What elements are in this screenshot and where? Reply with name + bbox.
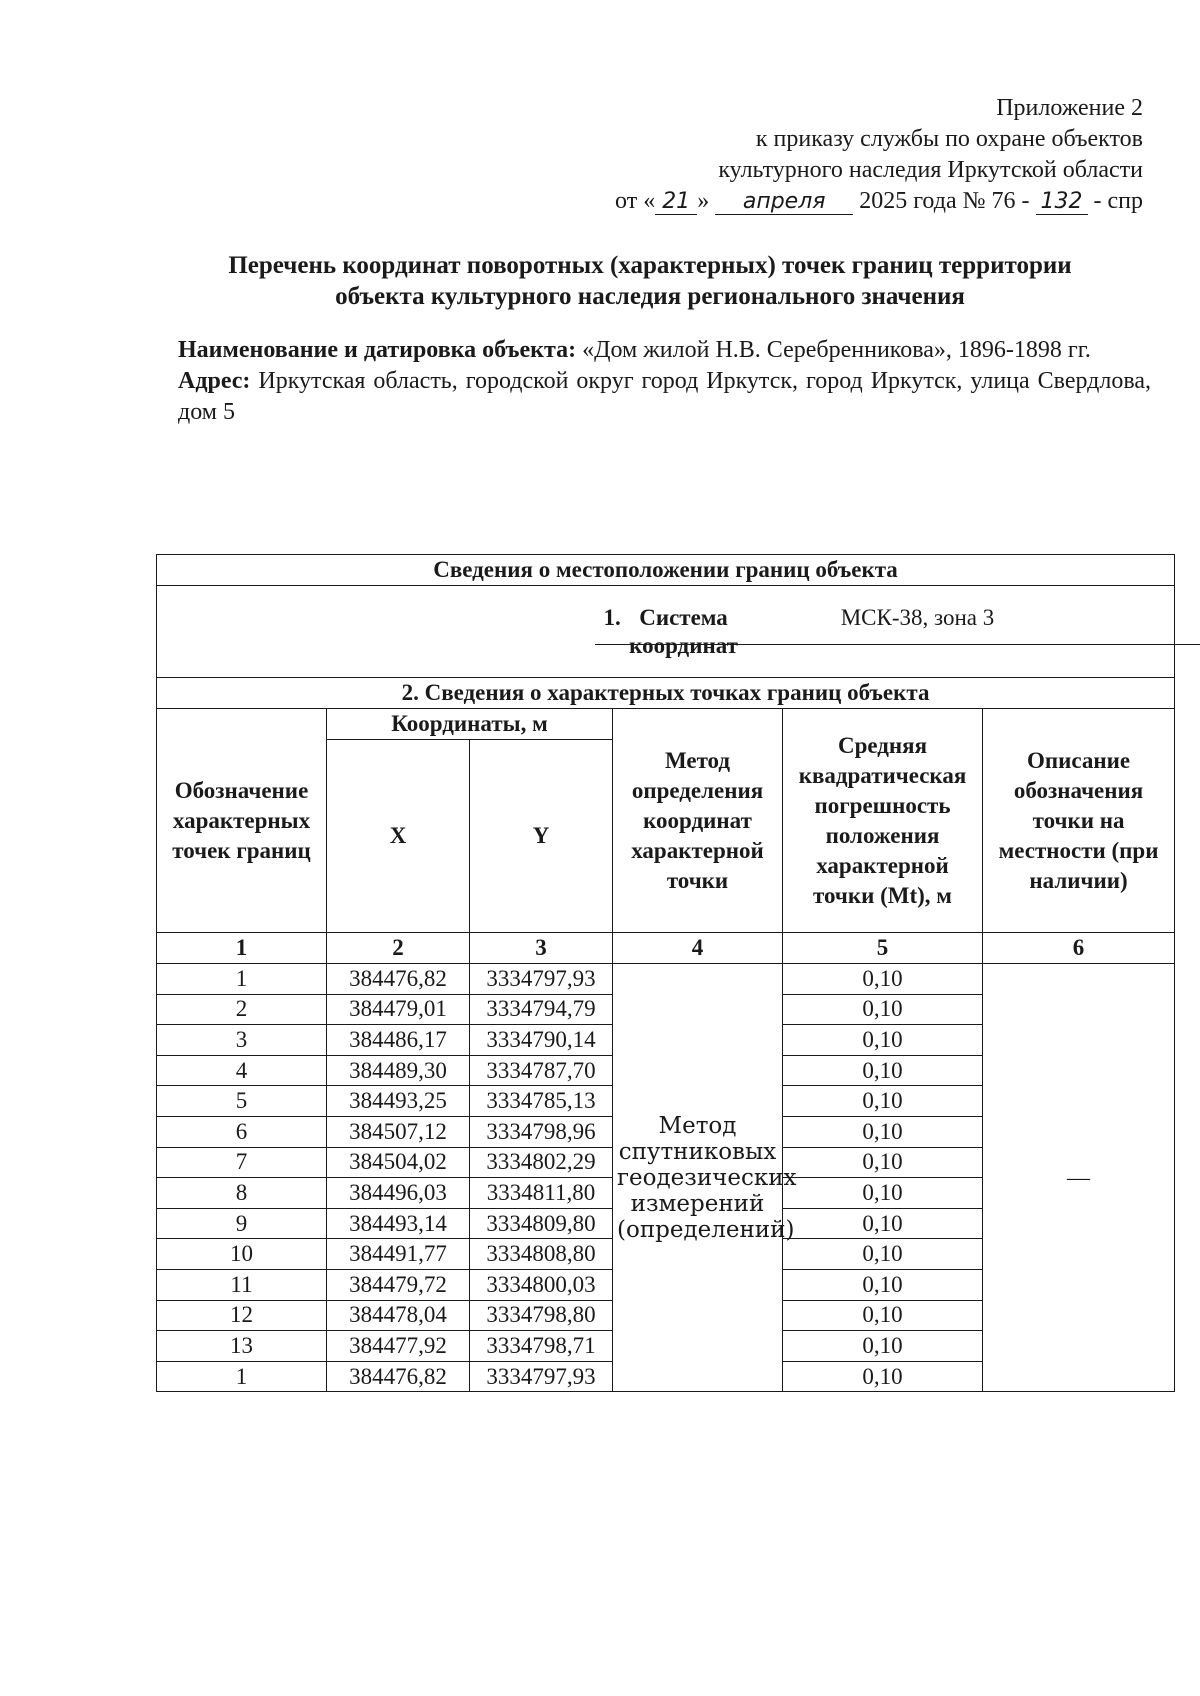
mt-cell: 0,10 <box>783 1055 983 1086</box>
mt-cell: 0,10 <box>783 1300 983 1331</box>
mt-cell: 0,10 <box>783 1239 983 1270</box>
y-cell: 3334798,80 <box>470 1300 613 1331</box>
object-address-value: Иркутская область, городской округ город Иркутск, город Иркутск, улица Свердлова, дом 5 <box>178 368 1152 425</box>
x-cell: 384477,92 <box>327 1331 470 1362</box>
mt-cell: 0,10 <box>783 1269 983 1300</box>
section2-title: 2. Сведения о характерных точках границ объекта <box>157 678 1175 709</box>
x-cell: 384476,82 <box>327 964 470 995</box>
x-cell: 384489,30 <box>327 1055 470 1086</box>
col-header-x: X <box>327 740 470 933</box>
appendix-line-3: культурного наследия Иркутской области <box>718 157 1143 183</box>
x-cell: 384496,03 <box>327 1178 470 1209</box>
point-cell: 13 <box>157 1331 327 1362</box>
col-index: 6 <box>983 933 1175 964</box>
object-address-label: Адрес: <box>178 368 251 394</box>
mt-cell: 0,10 <box>783 1208 983 1239</box>
x-cell: 384479,72 <box>327 1269 470 1300</box>
point-cell: 11 <box>157 1269 327 1300</box>
appendix-header <box>503 93 1143 217</box>
object-address-paragraph <box>178 366 1151 428</box>
x-cell: 384507,12 <box>327 1116 470 1147</box>
x-cell: 384479,01 <box>327 994 470 1025</box>
point-cell: 3 <box>157 1025 327 1056</box>
y-cell: 3334787,70 <box>470 1055 613 1086</box>
appendix-line-1: Приложение 2 <box>996 95 1143 121</box>
point-cell: 9 <box>157 1208 327 1239</box>
mt-cell: 0,10 <box>783 1361 983 1392</box>
crs-value: МСК-38, зона 3 <box>595 604 1200 645</box>
y-cell: 3334800,03 <box>470 1269 613 1300</box>
y-cell: 3334785,13 <box>470 1086 613 1117</box>
x-cell: 384486,17 <box>327 1025 470 1056</box>
x-cell: 384491,77 <box>327 1239 470 1270</box>
crs-label-line-1: Система <box>639 604 728 630</box>
handwritten-month: апреля <box>715 190 853 215</box>
y-cell: 3334797,93 <box>470 964 613 995</box>
mt-cell: 0,10 <box>783 1331 983 1362</box>
point-cell: 10 <box>157 1239 327 1270</box>
col-index: 4 <box>613 933 783 964</box>
coordinates-table <box>156 554 1175 1392</box>
section1-title: Сведения о местоположении границ объекта <box>157 555 1175 586</box>
col-header-method: Метод определения координат характерной точки <box>613 709 783 933</box>
y-cell: 3334809,80 <box>470 1208 613 1239</box>
col-index: 1 <box>157 933 327 964</box>
object-name-value: «Дом жилой Н.В. Серебренникова», 1896-1898 гг. <box>582 337 1091 363</box>
mt-cell: 0,10 <box>783 964 983 995</box>
point-cell: 4 <box>157 1055 327 1086</box>
method-cell: Метод спутниковых геодезических измерений (определений) <box>613 964 783 1392</box>
point-cell: 6 <box>157 1116 327 1147</box>
x-cell: 384478,04 <box>327 1300 470 1331</box>
x-cell: 384493,25 <box>327 1086 470 1117</box>
mt-cell: 0,10 <box>783 1147 983 1178</box>
y-cell: 3334811,80 <box>470 1178 613 1209</box>
point-cell: 8 <box>157 1178 327 1209</box>
mt-cell: 0,10 <box>783 1116 983 1147</box>
date-prefix: от « <box>615 188 656 214</box>
appendix-line-2: к приказу службы по охране объектов <box>755 126 1143 152</box>
table-row <box>157 964 1175 995</box>
description-cell: — <box>983 964 1175 1392</box>
order-suffix: - спр <box>1093 188 1143 214</box>
mt-cell: 0,10 <box>783 1086 983 1117</box>
y-cell: 3334798,96 <box>470 1116 613 1147</box>
x-cell: 384504,02 <box>327 1147 470 1178</box>
point-cell: 1 <box>157 1361 327 1392</box>
crs-label-line-2: координат <box>629 632 738 658</box>
y-cell: 3334794,79 <box>470 994 613 1025</box>
y-cell: 3334790,14 <box>470 1025 613 1056</box>
title-line-1: Перечень координат поворотных (характерных) точек границ территории <box>228 252 1072 279</box>
col-index: 3 <box>470 933 613 964</box>
point-cell: 5 <box>157 1086 327 1117</box>
col-index: 5 <box>783 933 983 964</box>
appendix-date-line <box>503 186 1143 217</box>
col-index: 2 <box>327 933 470 964</box>
point-cell: 7 <box>157 1147 327 1178</box>
point-cell: 12 <box>157 1300 327 1331</box>
object-name-paragraph <box>178 335 1151 366</box>
title-line-2: объекта культурного наследия регионального значения <box>335 283 965 310</box>
y-cell: 3334797,93 <box>470 1361 613 1392</box>
object-info <box>178 335 1151 428</box>
col-header-description: Описание обозначения точки на местности (при наличии) <box>983 709 1175 933</box>
mt-cell: 0,10 <box>783 1025 983 1056</box>
col-header-coords: Координаты, м <box>327 709 613 740</box>
document-title <box>150 250 1150 312</box>
y-cell: 3334802,29 <box>470 1147 613 1178</box>
col-header-y: Y <box>470 740 613 933</box>
y-cell: 3334798,71 <box>470 1331 613 1362</box>
crs-number: 1. <box>603 604 621 630</box>
mt-cell: 0,10 <box>783 994 983 1025</box>
x-cell: 384476,82 <box>327 1361 470 1392</box>
handwritten-day: 21 <box>655 190 697 215</box>
mt-cell: 0,10 <box>783 1178 983 1209</box>
y-cell: 3334808,80 <box>470 1239 613 1270</box>
date-year-text: 2025 года № 76 - <box>859 188 1030 214</box>
x-cell: 384493,14 <box>327 1208 470 1239</box>
object-name-label: Наименование и датировка объекта: <box>178 337 577 363</box>
handwritten-order-number: 132 <box>1036 190 1088 215</box>
date-sep: » <box>697 188 710 214</box>
col-header-error: Средняя квадратическая погрешность положения характерной точки (Mt), м <box>783 709 983 933</box>
point-cell: 1 <box>157 964 327 995</box>
point-cell: 2 <box>157 994 327 1025</box>
coordinate-system-row <box>157 586 1175 678</box>
col-header-point: Обозначение характерных точек границ <box>157 709 327 933</box>
